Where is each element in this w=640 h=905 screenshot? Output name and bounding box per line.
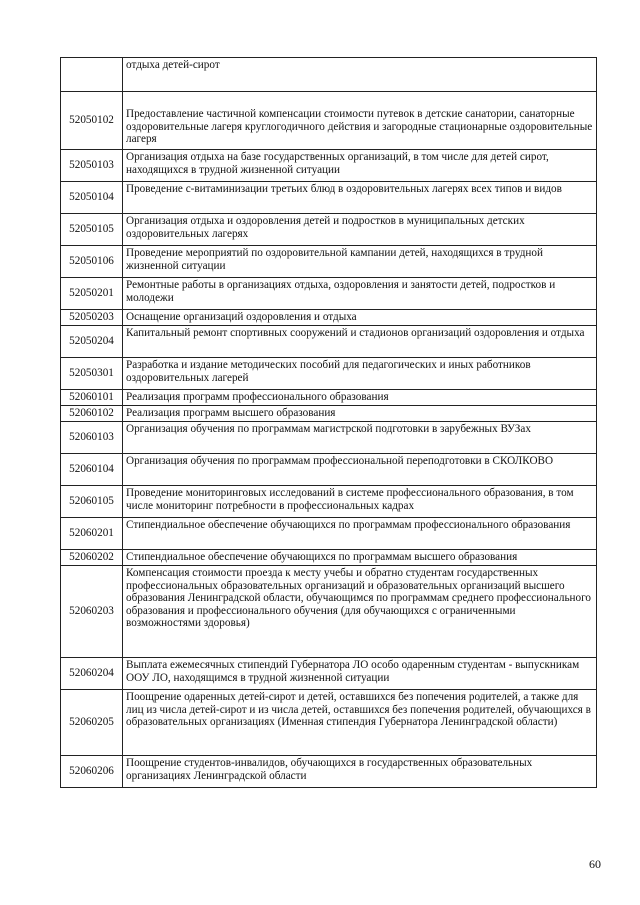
row-description: Оснащение организаций оздоровления и отдыха [123, 310, 597, 326]
table-row [61, 658, 597, 690]
table-row [61, 92, 597, 150]
row-code: 52050103 [61, 150, 123, 182]
row-description: Поощрение одаренных детей-сирот и детей, оставшихся без попечения родителей, а также для лиц из числа детей-сирот и из числа детей, оставшихся без попечения родителей, обучающихся в образовательных организациях (Именная стипендия Губернатора Ленинградской области) [123, 690, 597, 756]
row-code: 52050106 [61, 246, 123, 278]
row-code: 52050301 [61, 358, 123, 390]
table-row [61, 182, 597, 214]
row-description: Реализация программ профессионального образования [123, 390, 597, 406]
row-code: 52050104 [61, 182, 123, 214]
table-row [61, 390, 597, 406]
table-row [61, 406, 597, 422]
row-description: Организация отдыха и оздоровления детей и подростков в муниципальных детских оздоровительных лагерях [123, 214, 597, 246]
table-row [61, 358, 597, 390]
table-row [61, 486, 597, 518]
row-description: Стипендиальное обеспечение обучающихся по программам профессионального образования [123, 518, 597, 550]
row-description: Разработка и издание методических пособий для педагогических и иных работников оздоровительных лагерей [123, 358, 597, 390]
row-code: 52060105 [61, 486, 123, 518]
row-description: Капитальный ремонт спортивных сооружений и стадионов организаций оздоровления и отдыха [123, 326, 597, 358]
row-code: 52050105 [61, 214, 123, 246]
row-code: 52060206 [61, 756, 123, 788]
page-number: 60 [589, 857, 601, 871]
table-row [61, 454, 597, 486]
table-row [61, 756, 597, 788]
table-row [61, 422, 597, 454]
table-row [61, 214, 597, 246]
table-row [61, 310, 597, 326]
table-row [61, 278, 597, 310]
row-code: 52060205 [61, 690, 123, 756]
row-description: отдыха детей-сирот [123, 58, 597, 92]
table-row [61, 246, 597, 278]
row-description: Проведение с-витаминизации третьих блюд в оздоровительных лагерях всех типов и видов [123, 182, 597, 214]
row-code: 52060102 [61, 406, 123, 422]
row-code: 52060103 [61, 422, 123, 454]
row-description: Организация обучения по программам магистрской подготовки в зарубежных ВУЗах [123, 422, 597, 454]
row-description: Организация обучения по программам профессиональной переподготовки в СКОЛКОВО [123, 454, 597, 486]
row-description: Ремонтные работы в организациях отдыха, оздоровления и занятости детей, подростков и молодежи [123, 278, 597, 310]
row-code: 52060203 [61, 566, 123, 658]
row-description: Предоставление частичной компенсации стоимости путевок в детские санатории, санаторные оздоровительные лагеря круглогодичного действия и загородные стационарные оздоровительные лагеря [123, 92, 597, 150]
row-code: 52060204 [61, 658, 123, 690]
table-row [61, 550, 597, 566]
table-row [61, 518, 597, 550]
row-code [61, 58, 123, 92]
row-code: 52050204 [61, 326, 123, 358]
row-code: 52060104 [61, 454, 123, 486]
row-code: 52060101 [61, 390, 123, 406]
row-code: 52060201 [61, 518, 123, 550]
table-row [61, 150, 597, 182]
table-row [61, 326, 597, 358]
table-row [61, 58, 597, 92]
row-code: 52050203 [61, 310, 123, 326]
row-description: Организация отдыха на базе государственных организаций, в том числе для детей сирот, находящихся в трудной жизненной ситуации [123, 150, 597, 182]
table-row [61, 566, 597, 658]
row-code: 52050102 [61, 92, 123, 150]
row-description: Проведение мониторинговых исследований в системе профессионального образования, в том числе мониторинг потребности в профессиональных кадрах [123, 486, 597, 518]
budget-code-table [60, 57, 597, 788]
table-row [61, 690, 597, 756]
row-description: Стипендиальное обеспечение обучающихся по программам высшего образования [123, 550, 597, 566]
row-code: 52060202 [61, 550, 123, 566]
row-description: Компенсация стоимости проезда к месту учебы и обратно студентам государственных профессиональных образовательных организаций и образовательных организаций высшего образования Ленинградской области, обучающимся по программам среднего профессионального образования и профессионального обучения (для обучающихся с ограниченными возможностями здоровья) [123, 566, 597, 658]
row-description: Поощрение студентов-инвалидов, обучающихся в государственных образовательных организациях Ленинградской области [123, 756, 597, 788]
row-description: Выплата ежемесячных стипендий Губернатора ЛО особо одаренным студентам - выпускникам ООУ ЛО, находящимся в трудной жизненной ситуации [123, 658, 597, 690]
row-code: 52050201 [61, 278, 123, 310]
row-description: Проведение мероприятий по оздоровительной кампании детей, находящихся в трудной жизненной ситуации [123, 246, 597, 278]
row-description: Реализация программ высшего образования [123, 406, 597, 422]
